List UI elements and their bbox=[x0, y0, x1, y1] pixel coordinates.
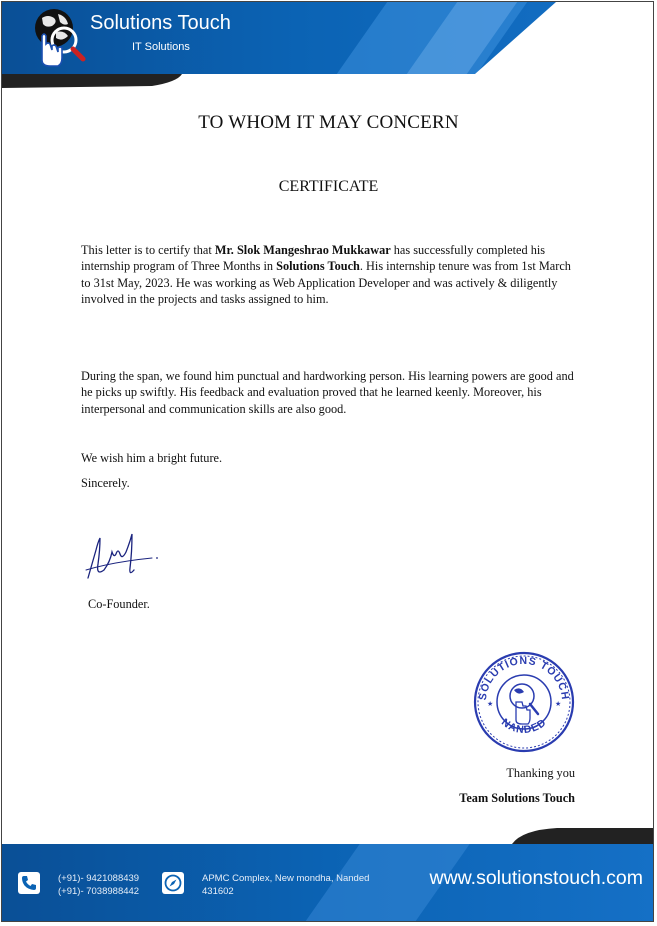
header-curve-decoration bbox=[2, 72, 654, 94]
address-line-1: APMC Complex, New mondha, Nanded bbox=[202, 873, 370, 884]
seal-star-left: ★ bbox=[487, 700, 494, 708]
office-address bbox=[202, 872, 387, 898]
company-seal-stamp bbox=[472, 650, 576, 754]
wish-line: We wish him a bright future. bbox=[81, 451, 223, 465]
phone-icon bbox=[18, 872, 40, 894]
certificate-title: CERTIFICATE bbox=[278, 178, 379, 195]
letterhead-header bbox=[2, 2, 654, 74]
certificate-paragraph-2: During the span, we found him punctual and hardworking person. His learning powers are good and he picks up swiftly. His feedback and evaluation proved that he learned keenly. Moreover, his interpersonal and communication skills are also good. bbox=[81, 369, 574, 416]
certificate-page bbox=[1, 1, 654, 922]
p1-text-a: This letter is to certify that bbox=[81, 243, 215, 257]
p1-text-b: has successfully completed his internship program of Three Months in bbox=[81, 243, 546, 274]
signatory-title: Co-Founder. bbox=[88, 597, 150, 611]
signature-image bbox=[82, 524, 162, 588]
seal-bottom-text: NANDED bbox=[499, 716, 549, 737]
website-link[interactable]: www.solutionstouch.com bbox=[429, 867, 643, 889]
certificate-paragraph-1 bbox=[81, 242, 578, 308]
company-name-inline: Solutions Touch bbox=[276, 259, 360, 274]
team-signoff: Team Solutions Touch bbox=[459, 791, 575, 805]
intern-name: Mr. Slok Mangeshrao Mukkawar bbox=[214, 243, 391, 257]
company-tagline: IT Solutions bbox=[132, 41, 190, 53]
company-logo-icon bbox=[28, 6, 90, 70]
phone-number-2: (+91)- 7038988442 bbox=[58, 886, 140, 897]
letter-heading: TO WHOM IT MAY CONCERN bbox=[198, 112, 459, 133]
company-name: Solutions Touch bbox=[90, 12, 231, 34]
p1-text-c: . His internship tenure was from 1st March to 31st May, 2023. He was working as Web Application Developer and was actively & diligently involved in the projects and tasks assigned to him. bbox=[81, 259, 571, 307]
compass-icon bbox=[162, 872, 184, 894]
phone-number-1: (+91)- 9421088439 bbox=[58, 873, 140, 884]
address-line-2: 431602 bbox=[202, 886, 234, 897]
seal-top-text: SOLUTIONS TOUCH bbox=[476, 654, 572, 702]
sincerely-line: Sincerely. bbox=[81, 476, 130, 490]
footer-curve-decoration bbox=[2, 824, 654, 846]
seal-star-right: ★ bbox=[555, 700, 562, 708]
letterhead-footer bbox=[2, 844, 654, 922]
svg-text:SOLUTIONS TOUCH bbox=[477, 655, 571, 701]
svg-text:NANDED bbox=[499, 716, 549, 736]
phone-numbers bbox=[58, 872, 139, 898]
closing-line: Thanking you bbox=[506, 766, 575, 780]
